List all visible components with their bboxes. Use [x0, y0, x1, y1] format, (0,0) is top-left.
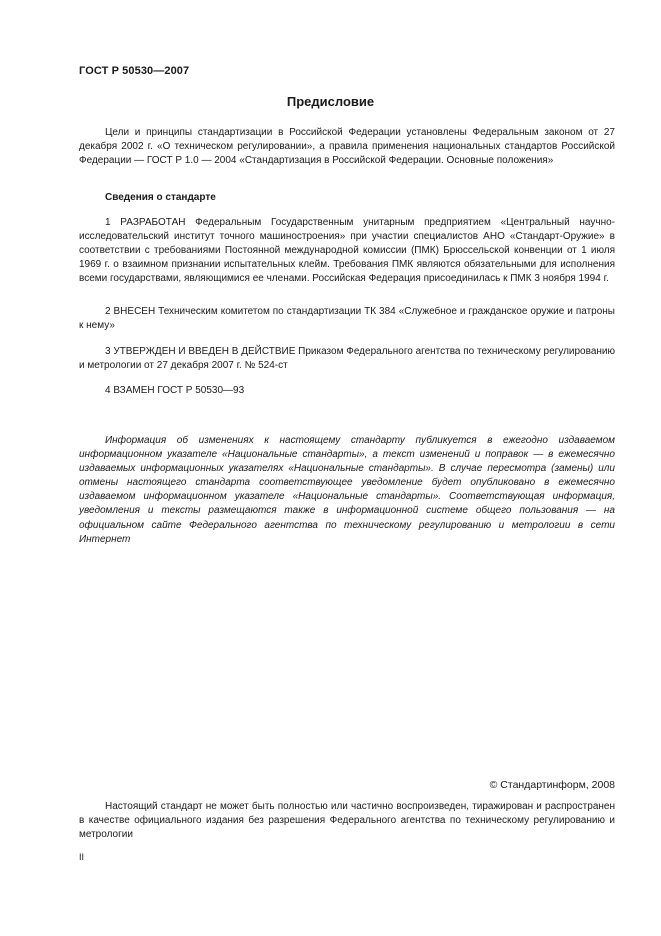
document-code: ГОСТ Р 50530—2007	[79, 65, 190, 77]
notice-paragraph	[79, 434, 615, 547]
intro-text: Цели и принципы стандартизации в Российской Федерации установлены Федеральным законом от 27 декабря 2002 г. «О техническом регулировании», а правила применения национальных стандартов Российской Федерации — ГОСТ Р 1.0 — 2004 «Стандартизация в Российской Федерации. Основные положения»	[79, 127, 615, 167]
item-text: 4 ВЗАМЕН ГОСТ Р 50530—93	[105, 385, 245, 396]
intro-paragraph	[79, 126, 615, 168]
item-text: 1 РАЗРАБОТАН Федеральным Государственным унитарным предприятием «Центральный научно-исследовательский институт точного машиностроения» при участии специалистов АНО «Стандарт-Оружие» в соответствии с требованиями Постоянной международной комиссии (ПМК) Брюссельской конвенции от 1 июля 1969 г. о взаимном признании испытательных клейм. Требования ПМК являются обязательными для исполнения всеми государствами, являющимися ее членами. Российская Федерация присоединилась к ПМК 3 ноября 1994 г.	[79, 217, 615, 285]
list-item	[79, 305, 615, 333]
notice-text: Информация об изменениях к настоящему стандарту публикуется в ежегодно издаваемом информационном указателе «Национальные стандарты», а текст изменений и поправок — в ежемесячно издаваемых информационных указателях «Национальные стандарты». В случае пересмотра (замены) или отмены настоящего стандарта соответствующее уведомление будет опубликовано в ежемесячно издаваемом информационном указателе «Национальные стандарты». Соответствующая информация, уведомления и тексты размещаются также в информационной системе общего пользования — на официальном сайте Федерального агентства по техническому регулированию и метрологии в сети Интернет	[79, 435, 615, 545]
item-text: 3 УТВЕРЖДЕН И ВВЕДЕН В ДЕЙСТВИЕ Приказом Федерального агентства по техническому регулированию и метрологии от 27 декабря 2007 г. № 524-ст	[79, 346, 615, 372]
copyright-line: © Стандартинформ, 2008	[489, 779, 615, 791]
reproduction-notice	[79, 800, 615, 842]
list-item	[79, 216, 615, 286]
list-item	[79, 345, 615, 373]
page-number: II	[79, 852, 85, 862]
reproduction-text: Настоящий стандарт не может быть полностью или частично воспроизведен, тиражирован и распространен в качестве официального издания без разрешения Федерального агентства по техническому регулированию и метрологии	[79, 801, 615, 841]
section-subheading: Сведения о стандарте	[105, 192, 216, 203]
list-item	[79, 384, 615, 398]
item-text: 2 ВНЕСЕН Техническим комитетом по стандартизации ТК 384 «Служебное и гражданское оружие и патроны к нему»	[79, 306, 615, 332]
page-title: Предисловие	[286, 94, 375, 109]
